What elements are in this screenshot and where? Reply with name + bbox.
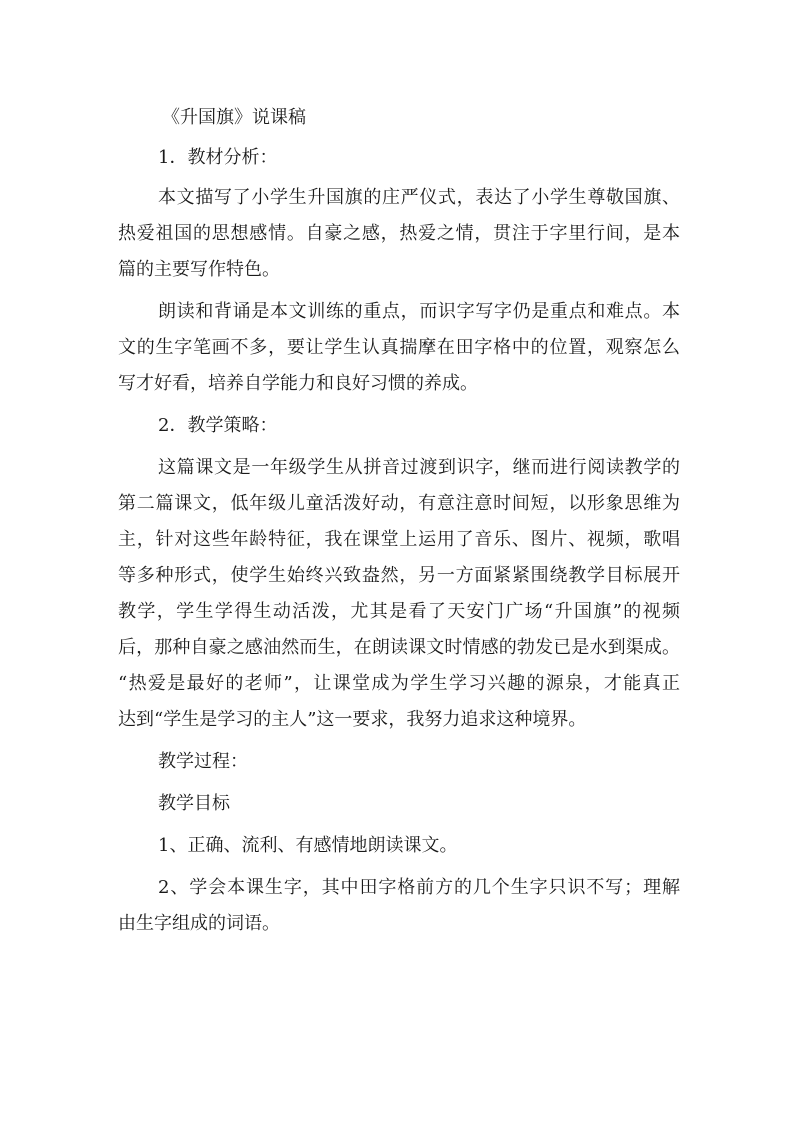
document-body	[118, 100, 680, 942]
paragraph-line: 文的生字笔画不多，要让学生认真揣摩在田字格中的位置，观察怎么	[118, 337, 680, 358]
paragraph-line: 写才好看，培养自学能力和良好习惯的养成。	[118, 373, 478, 394]
paragraph-line: 达到“学生是学习的主人”这一要求，我努力追求这种境界。	[118, 709, 587, 730]
section-heading-teaching-goals: 教学目标	[158, 793, 230, 814]
goal-item-2	[118, 870, 680, 942]
section-heading-teaching-process: 教学过程：	[158, 751, 248, 772]
paragraph-line: 2、学会本课生字，其中田字格前方的几个生字只识不写；理解	[158, 877, 680, 898]
paragraph-line: 主，针对这些年龄特征，我在课堂上运用了音乐、图片、视频，歌唱	[118, 529, 680, 550]
paragraph-line: 教学，学生学得生动活泼，尤其是看了天安门广场“升国旗”的视频	[118, 601, 680, 622]
paragraph-line: “热爱是最好的老师”，让课堂成为学生学习兴趣的源泉，才能真正	[118, 673, 680, 694]
section-heading-teaching-strategy: 2．教学策略：	[158, 415, 278, 436]
document-title: 《升国旗》说课稿	[162, 107, 306, 128]
paragraph-line: 篇的主要写作特色。	[118, 259, 280, 280]
goal-item-1: 1、正确、流利、有感情地朗读课文。	[158, 835, 458, 856]
paragraph-line: 后，那种自豪之感油然而生，在朗读课文时情感的勃发已是水到渠成。	[118, 637, 680, 658]
paragraph-line: 热爱祖国的思想感情。自豪之感，热爱之情，贯注于字里行间，是本	[118, 223, 680, 244]
paragraph-line: 这篇课文是一年级学生从拼音过渡到识字，继而进行阅读教学的	[158, 457, 680, 478]
paragraph-line: 由生字组成的词语。	[118, 913, 280, 934]
paragraph-teaching-strategy	[118, 450, 680, 738]
paragraph-line: 第二篇课文，低年级儿童活泼好动，有意注意时间短，以形象思维为	[118, 493, 680, 514]
paragraph-line: 等多种形式，使学生始终兴致盎然，另一方面紧紧围绕教学目标展开	[118, 565, 680, 586]
section-heading-material-analysis: 1．教材分析：	[158, 147, 278, 168]
paragraph-material-description	[118, 180, 680, 288]
paragraph-key-points	[118, 294, 680, 402]
paragraph-line: 朗读和背诵是本文训练的重点，而识字写字仍是重点和难点。本	[158, 301, 680, 322]
paragraph-line: 本文描写了小学生升国旗的庄严仪式，表达了小学生尊敬国旗、	[158, 187, 680, 208]
